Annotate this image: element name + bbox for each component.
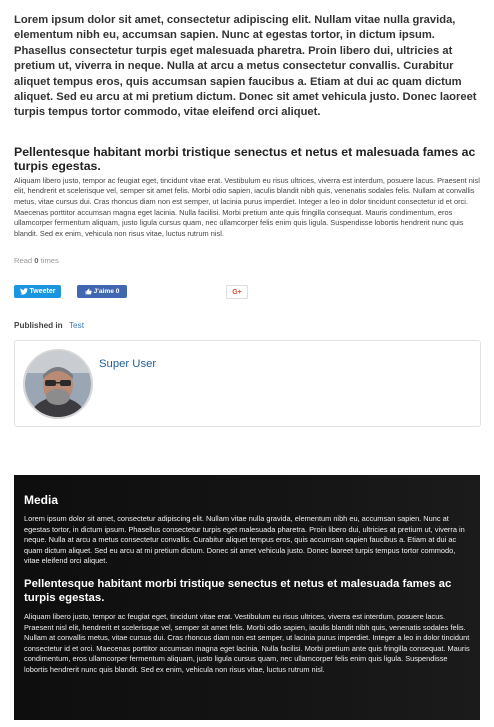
article-lead: Lorem ipsum dolor sit amet, consectetur adipiscing elit. Nullam vitae nulla gravida, elementum nibh eu, accumsan sapien. Nunc at egestas tortor, in dictum ipsum. Phasellus consectetur turpis eget malesuada pharetra. Proin libero dui, ultricies at pretium ut, viverra in neque. Nulla at arcu a metus consectetur convallis. Curabitur aliquet tempus eros, quis accumsan sapien faucibus a. Etiam at dui ac quam dictum aliquet. Sed eu arcu at mi pretium dictum. Donec sit amet vehicula justo. Donec laoreet turpis tempus tortor commodo, vitae eleifend orci aliquet. bbox=[14, 14, 477, 119]
user-avatar[interactable] bbox=[23, 349, 93, 419]
article-body: Aliquam libero justo, tempor ac feugiat eget, tincidunt vitae erat. Vestibulum eu risus ultrices, viverra est interdum, posuere lacus. Praesent nisl elit, hendrerit et scelerisque vel, semper sit amet felis. Morbi odio sapien, iaculis blandit nibh quis, venenatis sodales felis. Nullam at convallis metus, vitae cursus dui. Cras rhoncus diam non est semper, ut lacinia purus imperdiet. Integer a leo in dolor tincidunt consectetur id et orci. Maecenas porttitor accumsan magna eget lacinia. Nulla facilisi. Morbi pretium ante quis fringilla consequat. Mauris condimentum, eros ullamcorper fermentum aliquam, justo ligula cursus quam, nec ullamcorper felis enim quis ligula. Suspendisse lobortis hendrerit nunc quis blandit. Sed ex enim, vehicula non risus vitae, luctus rutrum nisl. bbox=[14, 175, 480, 238]
article-subheading: Pellentesque habitant morbi tristique senectus et netus et malesuada fames ac turpis egestas. bbox=[14, 144, 476, 173]
tweet-label: Tweeter bbox=[29, 288, 56, 296]
published-label: Published in bbox=[14, 321, 63, 331]
article bbox=[14, 0, 480, 427]
media-module bbox=[14, 475, 480, 720]
hits-counter bbox=[14, 256, 480, 265]
media-title: Media bbox=[24, 493, 59, 507]
social-buttons bbox=[14, 285, 480, 299]
media-subheading: Pellentesque habitant morbi tristique senectus et netus et malesuada fames ac turpis egestas. bbox=[24, 577, 452, 604]
published-in bbox=[14, 321, 480, 330]
facebook-like-button[interactable] bbox=[77, 285, 127, 298]
facebook-like-label: J'aime 0 bbox=[93, 288, 120, 296]
media-body: Aliquam libero justo, tempor ac feugiat eget, tincidunt vitae erat. Vestibulum eu risus ultrices, viverra est interdum, posuere lacus. Praesent nisl elit, hendrerit et scelerisque vel, semper sit amet felis. Morbi odio sapien, iaculis blandit nibh quis, venenatis sodales felis. Nullam at convallis metus, vitae cursus dui. Cras rhoncus diam non est semper, ut lacinia purus imperdiet. Integer a leo in dolor tincidunt consectetur id et orci. Maecenas porttitor accumsan magna eget lacinia. Nulla facilisi. Morbi pretium ante quis fringilla consequat. Mauris condimentum, eros ullamcorper fermentum aliquam, justo ligula cursus quam, nec ullamcorper felis enim quis ligula. Suspendisse lobortis hendrerit nunc quis blandit. Sed ex enim, vehicula non risus vitae, luctus rutrum nisl. bbox=[24, 611, 470, 674]
media-lead: Lorem ipsum dolor sit amet, consectetur adipiscing elit. Nullam vitae nulla gravida, elementum nibh eu, accumsan sapien. Nunc at egestas tortor, in dictum ipsum. Phasellus consectetur turpis eget malesuada pharetra. Proin libero dui, ultricies at pretium ut, viverra in neque. Nulla at arcu a metus consectetur convallis. Curabitur aliquet tempus eros, quis accumsan sapien faucibus a. Etiam at dui ac quam dictum aliquet. Sed eu arcu at mi pretium dictum. Donec sit amet vehicula justo. Donec laoreet turpis tempus tortor commodo, vitae eleifend orci aliquet. bbox=[24, 514, 465, 566]
tweet-button[interactable] bbox=[14, 285, 61, 298]
author-name-link[interactable]: Super User bbox=[99, 358, 157, 371]
hits-suffix: times bbox=[40, 256, 59, 266]
google-plus-icon: G+ bbox=[232, 288, 242, 296]
author-box bbox=[14, 340, 481, 427]
category-link[interactable]: Test bbox=[68, 321, 84, 331]
hits-count: 0 bbox=[34, 256, 39, 266]
twitter-bird-icon bbox=[20, 288, 28, 295]
google-plus-button[interactable] bbox=[226, 285, 248, 299]
facebook-like-icon bbox=[85, 288, 92, 295]
avatar-photo bbox=[25, 351, 91, 417]
hits-prefix: Read bbox=[14, 256, 33, 266]
